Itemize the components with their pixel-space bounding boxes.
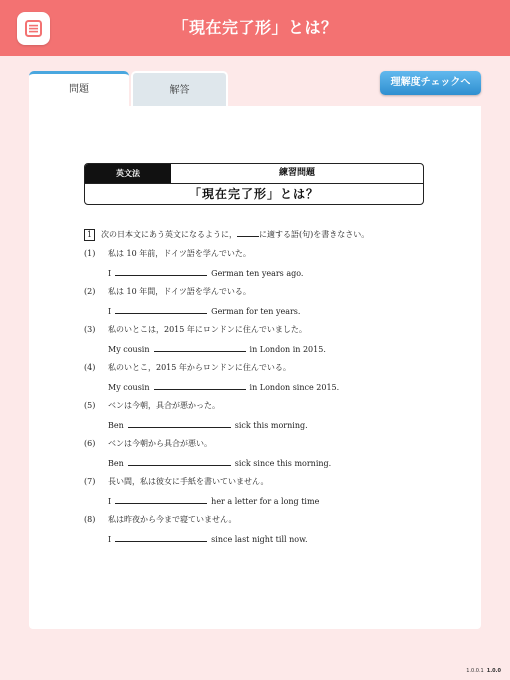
question-jp: (7) 長い間，私は彼女に手紙を書いていません。: [84, 477, 269, 486]
category-label: 英文法: [85, 164, 171, 183]
section-number: 1: [84, 229, 95, 241]
worksheet-panel: [29, 106, 481, 629]
answer-blank: [128, 418, 231, 428]
question-jp: (1) 私は 10 年前，ドイツ語を学んでいた。: [84, 249, 251, 258]
version-label: 1.0.0.1 1.0.0: [466, 668, 501, 674]
question-jp: (3) 私のいとこは，2015 年にロンドンに住んでいました。: [84, 325, 307, 334]
question-jp: (2) 私は 10 年間，ドイツ語を学んでいる。: [84, 287, 251, 296]
instruction-blank: [237, 228, 259, 237]
page-title: 「現在完了形」とは？: [172, 18, 338, 37]
answer-blank: [115, 266, 207, 276]
question-en: I German for ten years.: [84, 304, 444, 323]
question-en: I German ten years ago.: [84, 266, 444, 285]
question-en: My cousin in London since 2015.: [84, 380, 444, 399]
instruction-text-2: に適する語(句)を書きなさい。: [259, 230, 370, 239]
instruction-text-1: 次の日本文にあう英文になるように，: [101, 230, 237, 239]
worksheet-title-box: [84, 163, 424, 205]
app-header: [0, 0, 510, 56]
answer-blank: [128, 456, 231, 466]
tab-question[interactable]: 問題: [29, 71, 129, 107]
question-en: I her a letter for a long time: [84, 494, 444, 513]
answer-blank: [115, 532, 207, 542]
worksheet-content: [84, 228, 444, 551]
answer-blank: [154, 380, 246, 390]
answer-blank: [115, 304, 207, 314]
question-en: Ben sick since this morning.: [84, 456, 444, 475]
worksheet-title: 「現在完了形」とは？: [188, 187, 319, 201]
instruction: [84, 228, 444, 247]
answer-blank: [154, 342, 246, 352]
question-en: Ben sick this morning.: [84, 418, 444, 437]
question-jp: (5) ベンは今朝，具合が悪かった。: [84, 401, 220, 410]
exercise-kind-label: 練習問題: [278, 168, 315, 178]
question-jp: (8) 私は昨夜から今まで寝ていません。: [84, 515, 237, 524]
question-jp: (4) 私のいとこ，2015 年からロンドンに住んでいる。: [84, 363, 291, 372]
comprehension-check-button[interactable]: 理解度チェックへ: [380, 71, 481, 95]
question-jp: (6) ベンは今朝から具合が悪い。: [84, 439, 212, 448]
question-en: I since last night till now.: [84, 532, 444, 551]
answer-blank: [115, 494, 207, 504]
tab-answer[interactable]: 解答: [131, 71, 228, 107]
question-en: My cousin in London in 2015.: [84, 342, 444, 361]
